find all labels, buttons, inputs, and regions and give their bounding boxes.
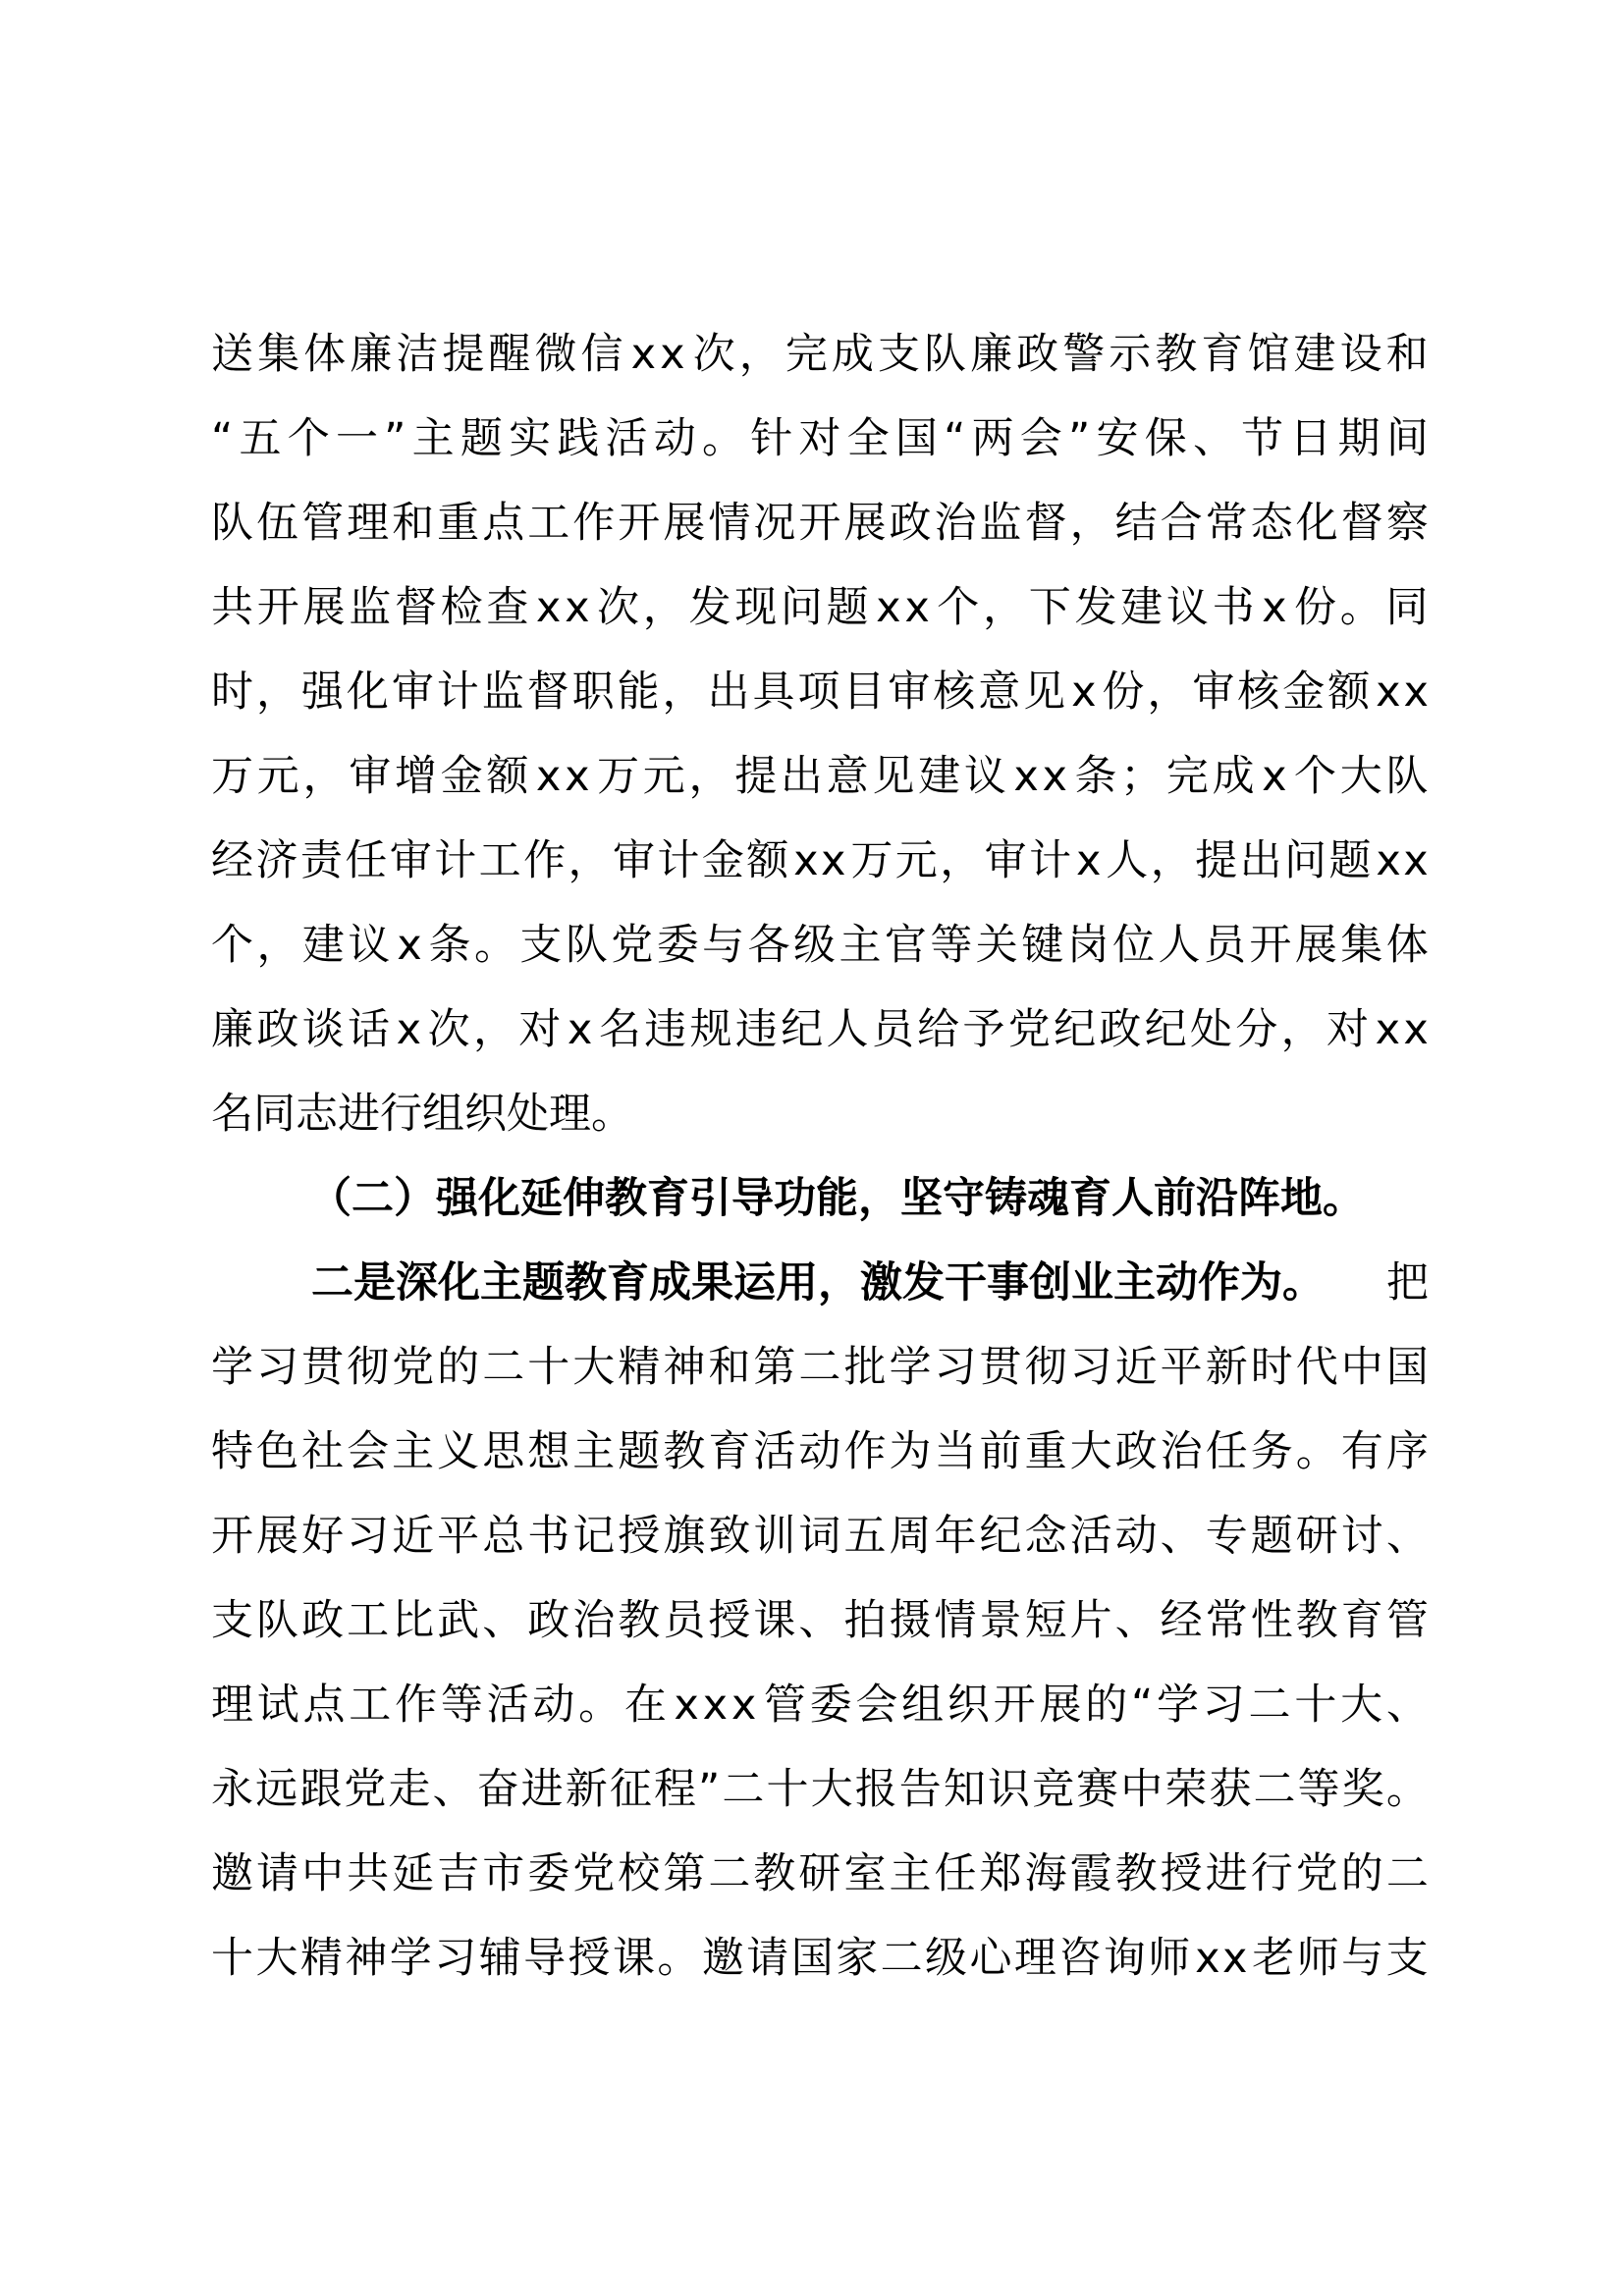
section-heading: （二）强化延伸教育引导功能，坚守铸魂育人前沿阵地。 — [309, 1174, 1365, 1223]
document-body — [211, 312, 1429, 2001]
text-line: 十 大 精 神 学 习 辅 导 授 课 。 邀 请 国 家 二 级 心 理 咨 询 师 x x 老 师 与 支 — [211, 1934, 1429, 1983]
text-line: 永 远 跟 党 走 、 奋 进 新 征 程 ” 二 十 大 报 告 知 识 竞 赛 中 荣 获 二 等 奖 。 — [211, 1765, 1429, 1814]
text-line: 队 伍 管 理 和 重 点 工 作 开 展 情 况 开 展 政 治 监 督 ， 结 合 常 态 化 督 察 — [211, 499, 1429, 548]
text-line: 个 ， 建 议 x 条 。 支 队 党 委 与 各 级 主 官 等 关 键 岗 位 人 员 开 展 集 体 — [211, 921, 1429, 970]
text-line: 廉 政 谈 话 x 次 ， 对 x 名 违 规 违 纪 人 员 给 予 党 纪 政 纪 处 分 ， 对 x x — [211, 1005, 1429, 1054]
paragraph-first-line — [211, 1241, 1429, 1325]
text-line: 学 习 贯 彻 党 的 二 十 大 精 神 和 第 二 批 学 习 贯 彻 习 近 平 新 时 代 中 国 — [211, 1343, 1429, 1392]
paragraph-lead-text: 把 — [1386, 1258, 1429, 1308]
paragraph-lead-heading: 二是深化主题教育成果运用，激发干事创业主动作为。 — [311, 1258, 1325, 1308]
text-line: “ 五 个 一 ” 主 题 实 践 活 动 。 针 对 全 国 “ 两 会 ” 安 保 、 节 日 期 间 — [211, 414, 1429, 463]
text-line: 开 展 好 习 近 平 总 书 记 授 旗 致 训 词 五 周 年 纪 念 活 动 、 专 题 研 讨 、 — [211, 1512, 1429, 1561]
text-line: 支 队 政 工 比 武 、 政 治 教 员 授 课 、 拍 摄 情 景 短 片 、 经 常 性 教 育 管 — [211, 1596, 1429, 1645]
text-line: 万 元 ， 审 增 金 额 x x 万 元 ， 提 出 意 见 建 议 x x 条 ； 完 成 x 个 大 队 — [211, 752, 1429, 801]
text-line: 送 集 体 廉 洁 提 醒 微 信 x x 次 ， 完 成 支 队 廉 政 警 示 教 育 馆 建 设 和 — [211, 330, 1429, 379]
text-line: 时 ， 强 化 审 计 监 督 职 能 ， 出 具 项 目 审 核 意 见 x 份 ， 审 核 金 额 x x — [211, 667, 1429, 717]
text-line: 共 开 展 监 督 检 查 x x 次 ， 发 现 问 题 x x 个 ， 下 发 建 议 书 x 份 。 同 — [211, 583, 1429, 632]
text-line: 邀 请 中 共 延 吉 市 委 党 校 第 二 教 研 室 主 任 郑 海 霞 教 授 进 行 党 的 二 — [211, 1849, 1429, 1898]
text-line: 经 济 责 任 审 计 工 作 ， 审 计 金 额 x x 万 元 ， 审 计 x 人 ， 提 出 问 题 x x — [211, 836, 1429, 885]
text-line: 理 试 点 工 作 等 活 动 。 在 x x x 管 委 会 组 织 开 展 的 “ 学 习 二 十 大 、 — [211, 1681, 1429, 1730]
text-line: 名同志进行组织处理。 — [211, 1090, 633, 1139]
text-line: 特 色 社 会 主 义 思 想 主 题 教 育 活 动 作 为 当 前 重 大 政 治 任 务 。 有 序 — [211, 1427, 1429, 1476]
